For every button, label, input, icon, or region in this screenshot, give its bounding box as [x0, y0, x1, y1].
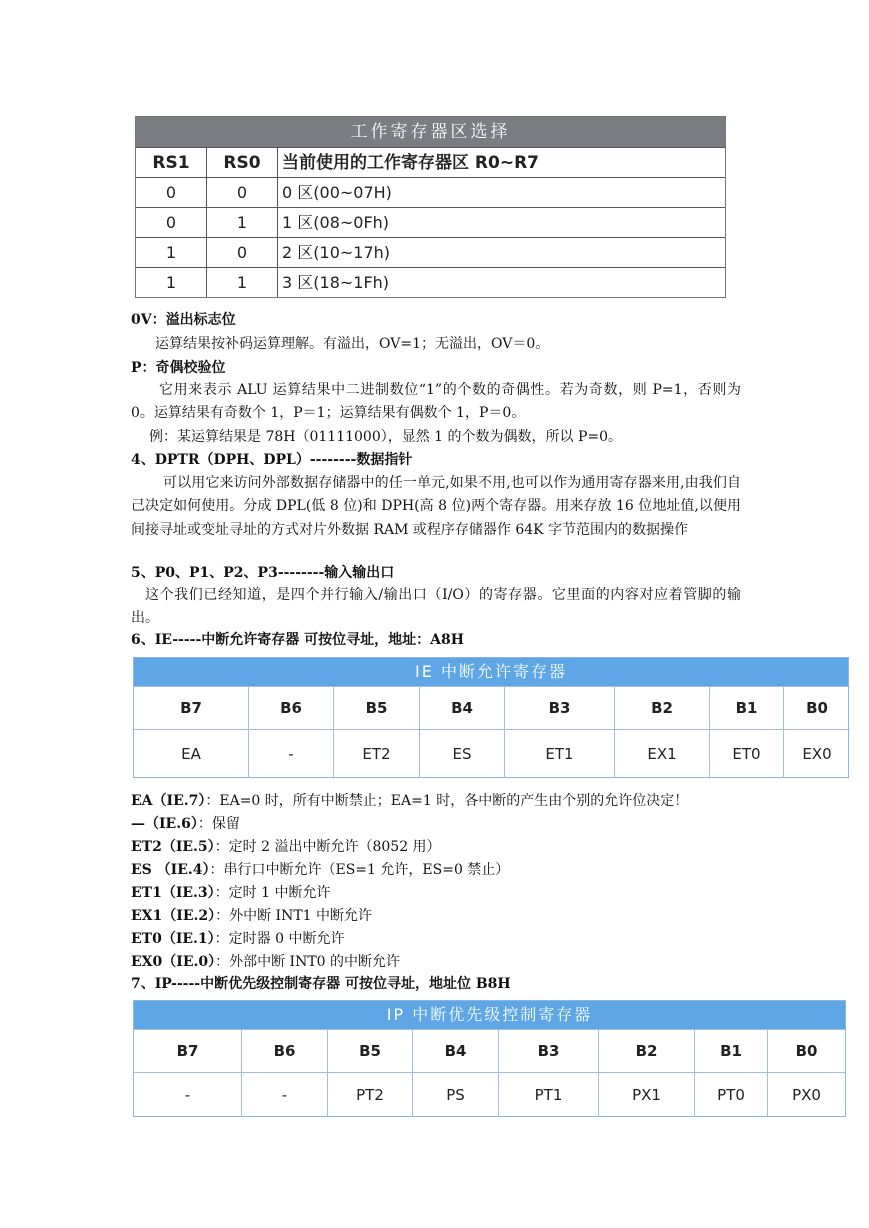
ie-table-title: IE 中断允许寄存器	[134, 658, 848, 686]
ie-item	[131, 792, 688, 810]
ie-item-desc: ：串行口中断允许（ES=1 允许，ES=0 禁止）	[209, 862, 510, 878]
ie-item-desc: ：定时 2 溢出中断允许（8052 用）	[214, 839, 441, 855]
ie-heading: 6、IE-----中断允许寄存器 可按位寻址，地址：A8H	[131, 632, 464, 648]
table-cell: 0	[207, 237, 278, 267]
ip-bit-header-row	[134, 1029, 845, 1072]
ip-register-table	[133, 1000, 846, 1117]
ip-bit-name-row	[134, 1072, 845, 1116]
ie-bit-name-row	[134, 729, 848, 777]
ports-heading: 5、P0、P1、P2、P3--------输入输出口	[131, 565, 395, 581]
table-cell: 1 区(08~0Fh)	[278, 207, 725, 237]
ie-item	[131, 884, 330, 902]
register-bank-table	[135, 116, 726, 298]
ie-item-label: ET1（IE.3）	[131, 885, 215, 901]
bit-name: -	[249, 729, 334, 778]
table-cell: 0	[207, 177, 278, 207]
dptr-heading: 4、DPTR（DPH、DPL）--------数据指针	[131, 452, 413, 468]
ie-item	[131, 838, 441, 856]
ie-item-label: EX0（IE.0）	[131, 954, 216, 970]
dptr-text: 可以用它来访问外部数据存储器中的任一单元,如果不用,也可以作为通用寄存器来用,由我们自己决定如何使用。分成 DPL(低 8 位)和 DPH(高 8 位)两个寄存器。用来存放 16 位地址值,以便用间接寻址或变址寻址的方式对片外数据 RAM 或程序存储器作 64K 字节范围内的数据操作	[131, 475, 741, 538]
table-cell: 1	[207, 207, 278, 237]
bit-name: PS	[413, 1072, 499, 1117]
register-bank-table-title: 工作寄存器区选择	[136, 117, 725, 147]
parity-text: 它用来表示 ALU 运算结果中二进制数位“1”的个数的奇偶性。若为奇数，则 P=1，否则为 0。运算结果有奇数个 1，P＝1；运算结果有偶数个 1，P＝0。	[131, 382, 741, 422]
bit-label: B1	[695, 1029, 768, 1073]
ie-item	[131, 815, 240, 833]
parity-heading: P：奇偶校验位	[131, 360, 226, 376]
table-cell: 2 区(10~17h)	[278, 237, 725, 267]
bit-name: PT2	[328, 1072, 413, 1117]
bit-label: B0	[768, 1029, 845, 1073]
ie-item-desc: ：EA=0 时，所有中断禁止；EA=1 时，各中断的产生由个别的允许位决定！	[205, 793, 689, 809]
ie-item-desc: ：定时器 0 中断允许	[214, 931, 345, 947]
ie-item-label: —（IE.6）	[131, 816, 198, 832]
table-cell: 1	[207, 267, 278, 297]
bit-label: B6	[242, 1029, 328, 1073]
bit-label: B0	[784, 686, 850, 730]
table-header-rs1: RS1	[136, 147, 207, 177]
ov-text: 运算结果按补码运算理解。有溢出，OV=1；无溢出，OV＝0。	[155, 336, 550, 352]
table-cell: 0	[136, 177, 207, 207]
bit-label: B2	[599, 1029, 695, 1073]
ie-item-desc: ：外部中断 INT0 的中断允许	[215, 954, 401, 970]
bit-label: B5	[328, 1029, 413, 1073]
ie-register-table	[133, 657, 849, 778]
bit-name: ET0	[710, 729, 784, 778]
bit-name: PT0	[695, 1072, 768, 1117]
bit-name: ET2	[334, 729, 420, 778]
bit-name: -	[242, 1072, 328, 1117]
ie-item-desc: ：定时 1 中断允许	[214, 885, 331, 901]
ov-heading: 0V：溢出标志位	[131, 312, 236, 328]
parity-example: 例：某运算结果是 78H（01111000），显然 1 的个数为偶数，所以 P=0。	[149, 429, 623, 445]
table-cell: 0 区(00~07H)	[278, 177, 725, 207]
ports-text: 这个我们已经知道，是四个并行输入/输出口（I/O）的寄存器。它里面的内容对应着管脚的输出。	[131, 587, 741, 627]
bit-name: EA	[134, 729, 249, 778]
bit-label: B5	[334, 686, 420, 730]
bit-label: B1	[710, 686, 784, 730]
bit-name: EX1	[615, 729, 710, 778]
bit-name: PT1	[499, 1072, 599, 1117]
bit-name: -	[134, 1072, 242, 1117]
bit-label: B4	[420, 686, 505, 730]
bit-label: B2	[615, 686, 710, 730]
table-cell: 0	[136, 207, 207, 237]
ie-item-label: ES （IE.4）	[131, 862, 210, 878]
ie-bit-header-row	[134, 686, 848, 729]
bit-name: PX1	[599, 1072, 695, 1117]
register-bank-grid	[136, 147, 725, 297]
ie-item	[131, 953, 400, 971]
ip-heading: 7、IP-----中断优先级控制寄存器 可按位寻址，地址位 B8H	[131, 976, 511, 992]
table-header-rs0: RS0	[207, 147, 278, 177]
table-cell: 3 区(18~1Fh)	[278, 267, 725, 297]
bit-label: B6	[249, 686, 334, 730]
bit-label: B4	[413, 1029, 499, 1073]
ie-item	[131, 930, 344, 948]
bit-label: B7	[134, 686, 249, 730]
bit-name: ET1	[505, 729, 615, 778]
ie-item	[131, 907, 372, 925]
table-cell: 1	[136, 267, 207, 297]
ie-item-desc: ：外中断 INT1 中断允许	[215, 908, 373, 924]
bit-label: B7	[134, 1029, 242, 1073]
bit-name: ES	[420, 729, 505, 778]
bit-label: B3	[499, 1029, 599, 1073]
bit-name: PX0	[768, 1072, 845, 1117]
ie-item-label: ET2（IE.5）	[131, 839, 215, 855]
ie-item-label: ET0（IE.1）	[131, 931, 215, 947]
ie-item	[131, 861, 509, 879]
ie-item-label: EA（IE.7）	[131, 793, 206, 809]
table-header-bank: 当前使用的工作寄存器区 R0~R7	[278, 147, 725, 177]
ip-table-title: IP 中断优先级控制寄存器	[134, 1001, 845, 1029]
bit-label: B3	[505, 686, 615, 730]
ie-item-label: EX1（IE.2）	[131, 908, 216, 924]
table-cell: 1	[136, 237, 207, 267]
ie-item-desc: ：保留	[197, 816, 240, 832]
bit-name: EX0	[784, 729, 850, 778]
